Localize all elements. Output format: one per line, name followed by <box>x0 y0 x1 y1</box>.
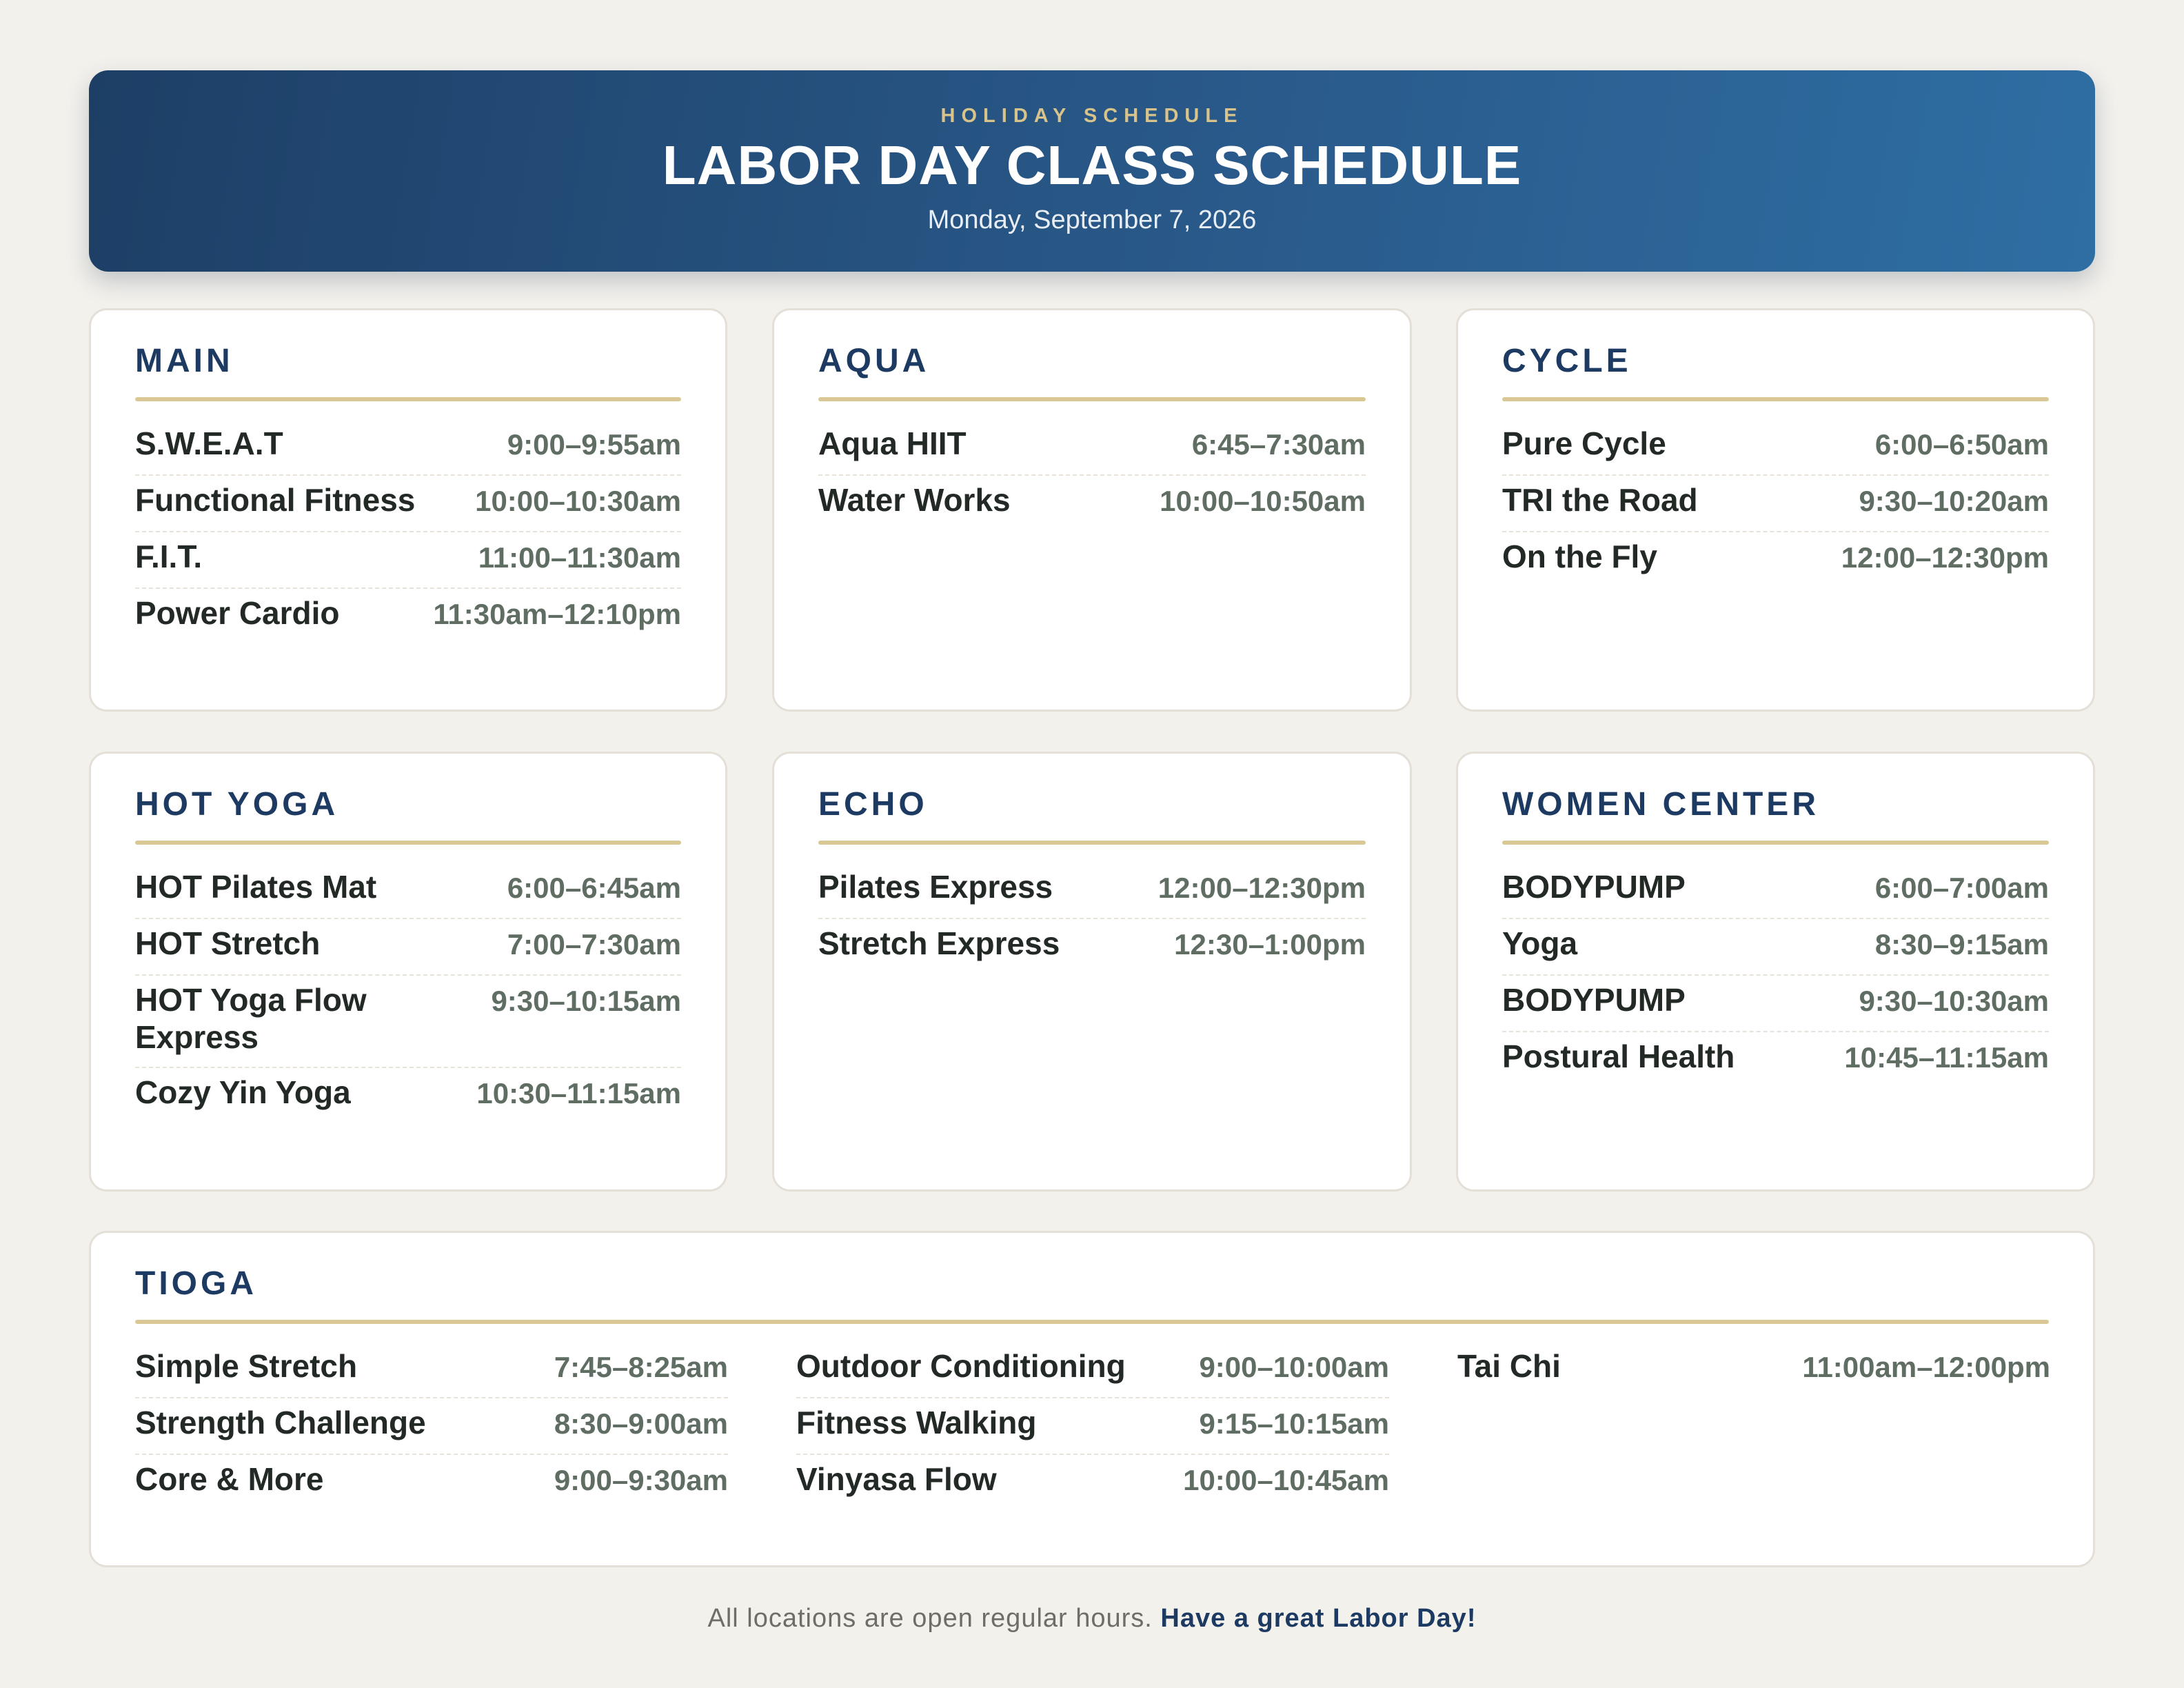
class-name: Tai Chi <box>1457 1348 1561 1384</box>
class-name: Vinyasa Flow <box>796 1461 997 1497</box>
class-time: 9:00–10:00am <box>1199 1351 1389 1383</box>
section-card-hot-yoga <box>89 752 727 1192</box>
class-row <box>1502 863 2049 919</box>
class-time: 9:00–9:55am <box>507 428 681 461</box>
class-row <box>818 476 1366 531</box>
class-name: Functional Fitness <box>135 482 416 518</box>
class-row <box>796 1342 1389 1398</box>
class-row <box>135 1398 728 1455</box>
class-name: Water Works <box>818 482 1011 518</box>
class-time: 6:45–7:30am <box>1191 428 1366 461</box>
footer-note <box>0 1604 2184 1634</box>
class-row <box>796 1398 1389 1455</box>
class-row <box>818 919 1366 974</box>
class-time: 12:30–1:00pm <box>1174 928 1366 961</box>
class-name: S.W.E.A.T <box>135 425 283 461</box>
class-name: Fitness Walking <box>796 1405 1037 1440</box>
section-card-aqua <box>772 308 1412 712</box>
class-time: 12:00–12:30pm <box>1157 872 1366 904</box>
section-title: ECHO <box>818 786 928 823</box>
section-title: HOT YOGA <box>135 786 339 823</box>
class-time: 7:00–7:30am <box>507 928 681 961</box>
class-name: Simple Stretch <box>135 1348 358 1384</box>
class-name: Pure Cycle <box>1502 425 1666 461</box>
class-name: Cozy Yin Yoga <box>135 1074 351 1110</box>
tioga-column-2 <box>796 1342 1389 1510</box>
class-list <box>135 863 681 1123</box>
class-time: 10:45–11:15am <box>1844 1041 2049 1074</box>
class-row <box>135 476 681 532</box>
class-name: Yoga <box>1502 925 1578 961</box>
class-name: Core & More <box>135 1461 324 1497</box>
class-row <box>135 589 681 644</box>
class-name: On the Fly <box>1502 539 1657 574</box>
class-row <box>135 419 681 476</box>
class-row <box>1502 532 2049 587</box>
class-name: HOT Pilates Mat <box>135 869 377 905</box>
class-name: Pilates Express <box>818 869 1053 905</box>
class-time: 11:00am–12:00pm <box>1802 1351 2050 1383</box>
section-divider <box>818 841 1366 845</box>
page-title: LABOR DAY CLASS SCHEDULE <box>662 134 1522 196</box>
schedule-header <box>89 70 2095 272</box>
class-time: 7:45–8:25am <box>554 1351 728 1383</box>
section-divider <box>135 1320 2049 1324</box>
class-name: F.I.T. <box>135 539 203 574</box>
class-row <box>135 919 681 976</box>
class-list <box>1502 419 2049 587</box>
section-divider <box>818 397 1366 401</box>
class-time: 11:00–11:30am <box>478 541 681 574</box>
class-row <box>135 532 681 589</box>
class-time: 6:00–6:50am <box>1874 428 2049 461</box>
section-card-main <box>89 308 727 712</box>
class-name: Postural Health <box>1502 1038 1735 1074</box>
class-list <box>135 419 681 644</box>
class-time: 8:30–9:15am <box>1874 928 2049 961</box>
section-card-women-center <box>1456 752 2095 1192</box>
class-name: BODYPUMP <box>1502 869 1686 905</box>
section-card-cycle <box>1456 308 2095 712</box>
section-divider <box>1502 397 2049 401</box>
section-divider <box>135 397 681 401</box>
class-name: Aqua HIIT <box>818 425 967 461</box>
section-divider <box>1502 841 2049 845</box>
section-title: TIOGA <box>135 1265 257 1302</box>
class-row <box>818 419 1366 476</box>
tioga-column-1 <box>135 1342 728 1510</box>
section-card-echo <box>772 752 1412 1192</box>
class-time: 10:00–10:45am <box>1183 1464 1389 1496</box>
header-eyebrow: HOLIDAY SCHEDULE <box>940 105 1244 127</box>
section-card-tioga <box>89 1231 2095 1567</box>
schedule-date: Monday, September 7, 2026 <box>927 205 1257 234</box>
class-name: Outdoor Conditioning <box>796 1348 1126 1384</box>
class-time: 8:30–9:00am <box>554 1407 728 1440</box>
class-time: 9:15–10:15am <box>1199 1407 1389 1440</box>
class-name: Strength Challenge <box>135 1405 426 1440</box>
section-title: MAIN <box>135 343 234 379</box>
class-row <box>1502 419 2049 476</box>
tioga-column-3 <box>1457 1342 2050 1397</box>
class-time: 9:30–10:30am <box>1859 985 2049 1017</box>
section-divider <box>135 841 681 845</box>
footer-text: All locations are open regular hours. <box>707 1604 1153 1633</box>
class-time: 9:30–10:20am <box>1859 485 2049 517</box>
class-row <box>1502 976 2049 1032</box>
section-title: AQUA <box>818 343 930 379</box>
class-time: 6:00–6:45am <box>507 872 681 904</box>
class-name: HOT Yoga Flow Express <box>135 982 367 1055</box>
class-row <box>1457 1342 2050 1397</box>
class-time: 10:00–10:50am <box>1160 485 1366 517</box>
class-row <box>135 1342 728 1398</box>
class-name: TRI the Road <box>1502 482 1698 518</box>
class-row <box>1502 919 2049 976</box>
class-time: 6:00–7:00am <box>1874 872 2049 904</box>
class-name: HOT Stretch <box>135 925 321 961</box>
class-row <box>1502 1032 2049 1087</box>
class-row <box>1502 476 2049 532</box>
class-row <box>135 863 681 919</box>
section-title: WOMEN CENTER <box>1502 786 1819 823</box>
class-row <box>818 863 1366 919</box>
section-title: CYCLE <box>1502 343 1632 379</box>
class-name: BODYPUMP <box>1502 982 1686 1018</box>
class-name: Stretch Express <box>818 925 1060 961</box>
footer-emphasis: Have a great Labor Day! <box>1160 1604 1477 1633</box>
class-name: Power Cardio <box>135 595 340 631</box>
class-time: 11:30am–12:10pm <box>433 598 681 630</box>
class-list <box>818 419 1366 531</box>
class-time: 12:00–12:30pm <box>1841 541 2049 574</box>
class-list <box>818 863 1366 974</box>
class-time: 9:00–9:30am <box>554 1464 728 1496</box>
class-time: 10:30–11:15am <box>476 1077 681 1109</box>
class-row <box>135 976 681 1068</box>
class-time: 9:30–10:15am <box>491 985 681 1017</box>
class-list <box>1502 863 2049 1087</box>
class-row <box>135 1068 681 1123</box>
class-time: 10:00–10:30am <box>475 485 681 517</box>
class-row <box>796 1455 1389 1510</box>
class-row <box>135 1455 728 1510</box>
